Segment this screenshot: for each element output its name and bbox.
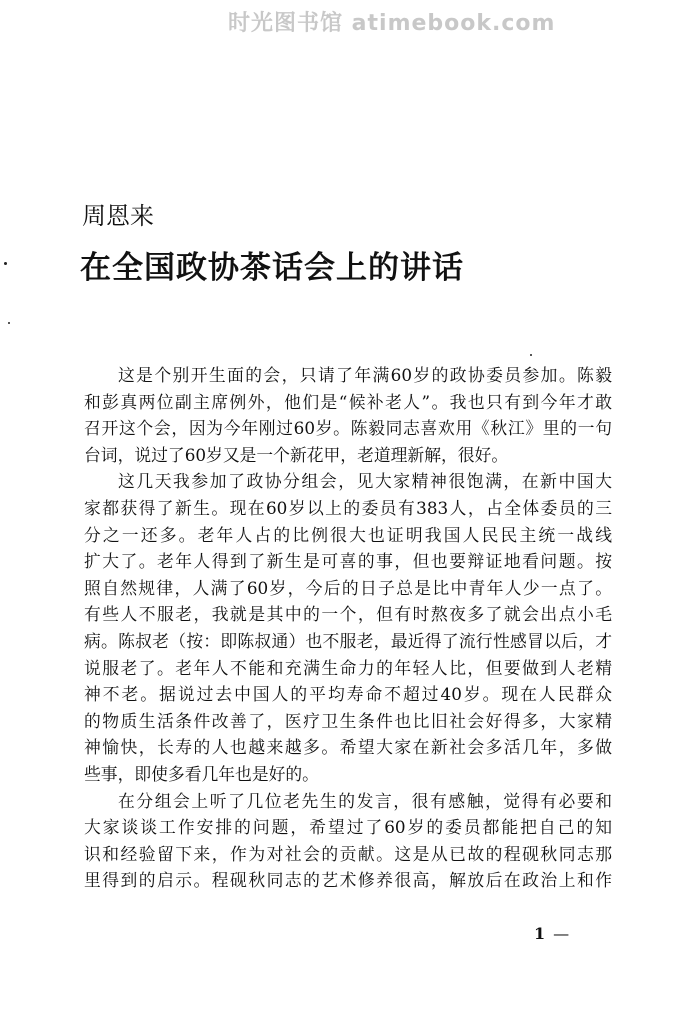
paragraph <box>84 788 612 894</box>
paragraph <box>84 362 612 468</box>
text-line: 些事，即使多看几年也是好的。 <box>84 763 319 784</box>
page-number <box>534 924 569 943</box>
text-line: 病。陈叔老（按：即陈叔通）也不服老，最近得了流行性感冒以后，才 <box>84 630 612 651</box>
scan-speck <box>4 262 7 265</box>
paragraph <box>84 468 612 787</box>
author-name: 周恩来 <box>82 202 154 230</box>
text-line: 分之一还多。老年人占的比例很大也证明我国人民民主统一战线 <box>84 524 612 545</box>
page-number-value: 1 <box>534 924 546 943</box>
text-line: 神愉快，长寿的人也越来越多。希望大家在新社会多活几年，多做 <box>84 737 612 758</box>
text-line: 里得到的启示。程砚秋同志的艺术修养很高，解放后在政治上和作 <box>84 870 612 891</box>
text-line: 大家谈谈工作安排的问题，希望过了60岁的委员都能把自己的知 <box>84 817 612 838</box>
text-line: 的物质生活条件改善了，医疗卫生条件也比旧社会好得多，大家精 <box>84 710 612 731</box>
scan-speck <box>530 354 532 356</box>
scan-speck <box>8 322 10 324</box>
text-line: 家都获得了新生。现在60岁以上的委员有383人，占全体委员的三 <box>84 497 612 518</box>
text-line: 说服老了。老年人不能和充满生命力的年轻人比，但要做到人老精 <box>84 657 612 678</box>
watermark: 时光图书馆 atimebook.com <box>228 11 556 36</box>
text-line: 识和经验留下来，作为对社会的贡献。这是从已故的程砚秋同志那 <box>84 843 612 864</box>
article-title: 在全国政协茶话会上的讲话 <box>80 250 464 286</box>
text-line: 召开这个会，因为今年刚过60岁。陈毅同志喜欢用《秋江》里的一句 <box>84 418 612 439</box>
text-line: 这几天我参加了政协分组会，见大家精神很饱满，在新中国大 <box>118 471 612 492</box>
text-line: 神不老。据说过去中国人的平均寿命不超过40岁。现在人民群众 <box>84 684 612 705</box>
text-line: 台词，说过了60岁又是一个新花甲，老道理新解，很好。 <box>84 444 509 465</box>
text-line: 在分组会上听了几位老先生的发言，很有感触，觉得有必要和 <box>118 790 612 811</box>
text-line: 和彭真两位副主席例外，他们是“候补老人”。我也只有到今年才敢 <box>84 391 612 412</box>
text-line: 有些人不服老，我就是其中的一个，但有时熬夜多了就会出点小毛 <box>84 604 612 625</box>
page-number-dash: — <box>553 924 570 943</box>
text-line: 扩大了。老年人得到了新生是可喜的事，但也要辩证地看问题。按 <box>84 551 612 572</box>
text-line: 照自然规律，人满了60岁，今后的日子总是比中青年人少一点了。 <box>84 577 612 598</box>
article-body <box>84 362 612 894</box>
text-line: 这是个别开生面的会，只请了年满60岁的政协委员参加。陈毅 <box>118 365 612 385</box>
